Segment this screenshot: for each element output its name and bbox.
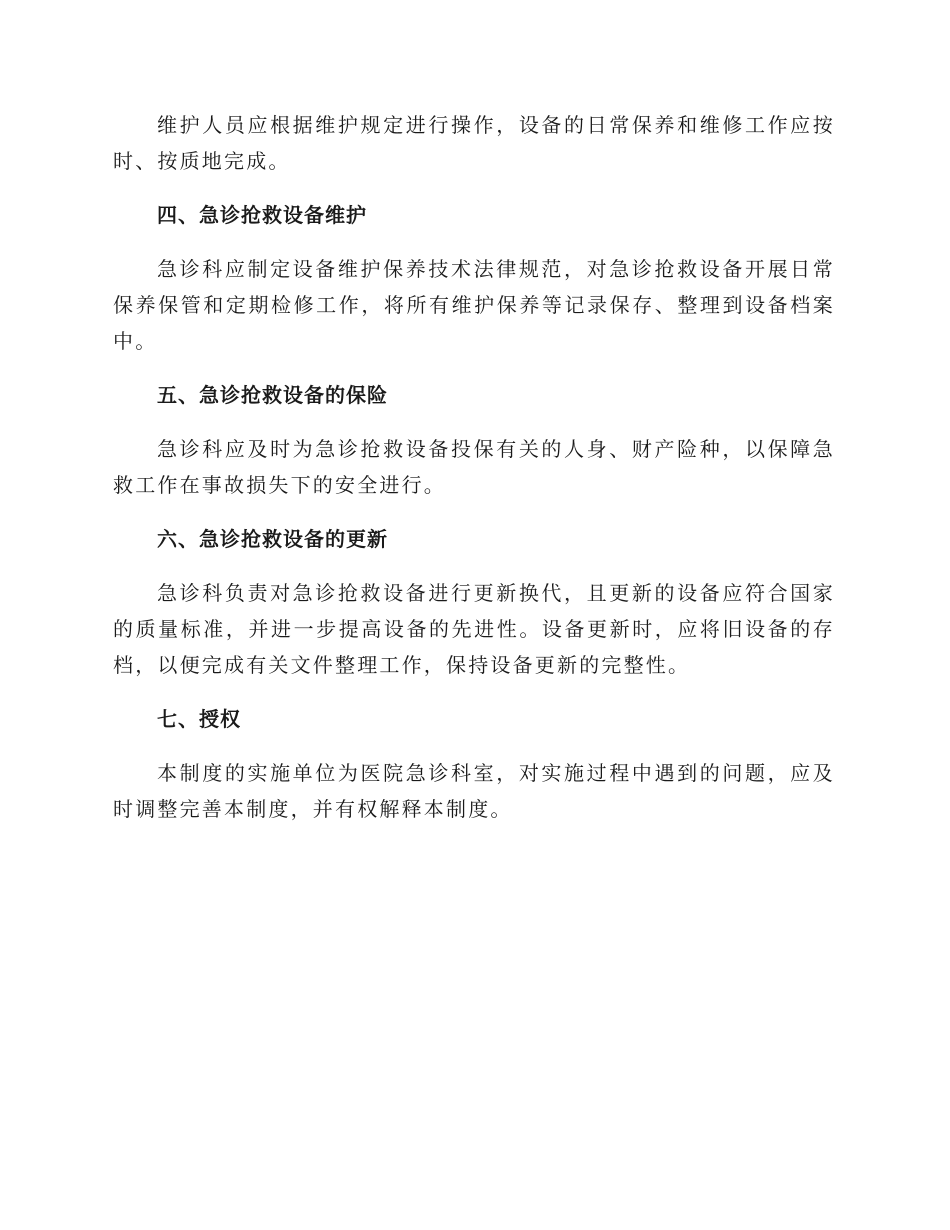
paragraph-equipment-insurance: 急诊科应及时为急诊抢救设备投保有关的人身、财产险种，以保障急救工作在事故损失下的安全进行。 (113, 437, 835, 497)
section-heading-7: 七、授权 (157, 707, 241, 731)
spacer (113, 737, 835, 755)
spacer (113, 179, 835, 197)
paragraph-equipment-maintenance: 急诊科应制定设备维护保养技术法律规范，对急诊抢救设备开展日常保养保管和定期检修工作，将所有维护保养等记录保存、整理到设备档案中。 (113, 257, 835, 353)
paragraph-maintenance-operation: 维护人员应根据维护规定进行操作，设备的日常保养和维修工作应按时、按质地完成。 (113, 113, 835, 173)
section-heading-6: 六、急诊抢救设备的更新 (157, 527, 388, 551)
section-heading-4: 四、急诊抢救设备维护 (157, 203, 367, 227)
spacer (113, 503, 835, 521)
paragraph-authorization: 本制度的实施单位为医院急诊科室，对实施过程中遇到的问题，应及时调整完善本制度，并有权解释本制度。 (113, 761, 835, 821)
section-heading-5: 五、急诊抢救设备的保险 (157, 383, 388, 407)
document-page (113, 107, 835, 827)
spacer (113, 413, 835, 431)
spacer (113, 359, 835, 377)
spacer (113, 557, 835, 575)
spacer (113, 233, 835, 251)
spacer (113, 683, 835, 701)
paragraph-equipment-update: 急诊科负责对急诊抢救设备进行更新换代，且更新的设备应符合国家的质量标准，并进一步提高设备的先进性。设备更新时，应将旧设备的存档，以便完成有关文件整理工作，保持设备更新的完整性。 (113, 581, 835, 677)
